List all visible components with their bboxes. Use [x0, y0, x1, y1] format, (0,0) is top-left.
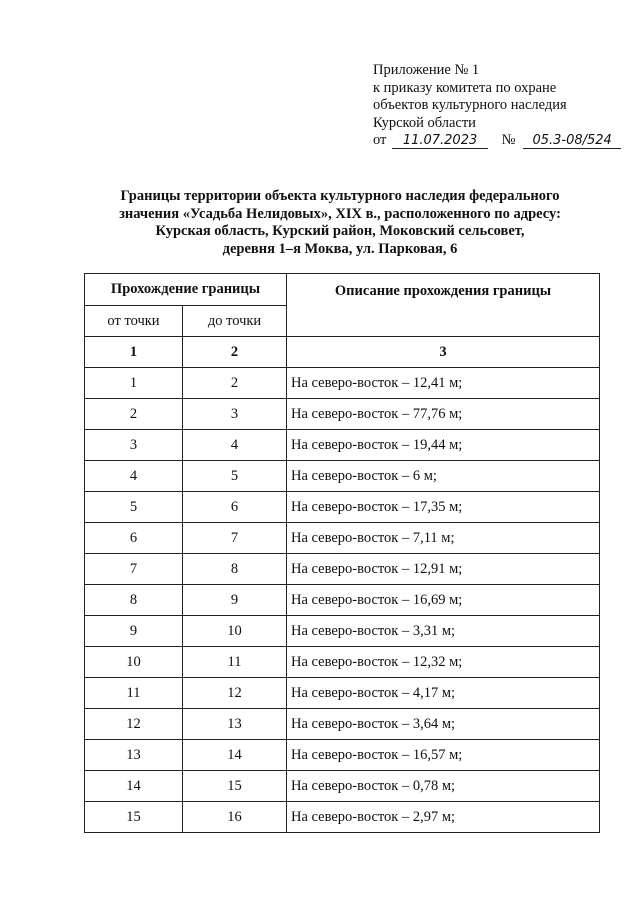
description-cell: На северо-восток – 2,97 м;	[287, 802, 600, 833]
table-row	[85, 554, 600, 585]
to-point-cell: 8	[183, 554, 287, 585]
to-point-cell: 2	[183, 368, 287, 399]
table-row	[85, 709, 600, 740]
boundary-table	[84, 273, 600, 833]
from-point-cell: 6	[85, 523, 183, 554]
appendix-order-line: к приказу комитета по охране	[373, 79, 557, 96]
table-row	[85, 430, 600, 461]
to-point-cell: 10	[183, 616, 287, 647]
to-point-cell: 5	[183, 461, 287, 492]
description-cell: На северо-восток – 7,11 м;	[287, 523, 600, 554]
description-cell: На северо-восток – 4,17 м;	[287, 678, 600, 709]
order-date-number-line	[373, 132, 621, 150]
appendix-header	[373, 62, 621, 150]
table-row	[85, 585, 600, 616]
description-cell: На северо-восток – 0,78 м;	[287, 771, 600, 802]
to-point-cell: 14	[183, 740, 287, 771]
from-point-cell: 1	[85, 368, 183, 399]
appendix-region-line: Курской области	[373, 114, 476, 131]
table-row	[85, 368, 600, 399]
order-date: 11.07.2023	[392, 134, 488, 149]
description-cell: На северо-восток – 12,32 м;	[287, 647, 600, 678]
table-row	[85, 740, 600, 771]
description-cell: На северо-восток – 3,31 м;	[287, 616, 600, 647]
to-point-cell: 4	[183, 430, 287, 461]
to-point-cell: 6	[183, 492, 287, 523]
from-point-cell: 2	[85, 399, 183, 430]
appendix-title: Приложение № 1	[373, 62, 480, 78]
to-point-cell: 16	[183, 802, 287, 833]
from-point-cell: 12	[85, 709, 183, 740]
table-row	[85, 616, 600, 647]
from-point-cell: 5	[85, 492, 183, 523]
to-point-cell: 7	[183, 523, 287, 554]
to-point-cell: 15	[183, 771, 287, 802]
order-number: 05.3-08/524	[523, 134, 621, 149]
from-point-cell: 3	[85, 430, 183, 461]
table-row	[85, 647, 600, 678]
from-point-cell: 14	[85, 771, 183, 802]
table-row	[85, 492, 600, 523]
table-row	[85, 802, 600, 833]
document-title	[60, 188, 620, 258]
header-from-point: от точки	[85, 306, 183, 337]
description-cell: На северо-восток – 16,57 м;	[287, 740, 600, 771]
table-row	[85, 399, 600, 430]
title-line-3: Курская область, Курский район, Моковский сельсовет,	[155, 223, 525, 239]
description-cell: На северо-восток – 12,41 м;	[287, 368, 600, 399]
table-row	[85, 771, 600, 802]
description-cell: На северо-восток – 16,69 м;	[287, 585, 600, 616]
title-line-2: значения «Усадьба Нелидовых», XIX в., расположенного по адресу:	[119, 205, 561, 222]
to-point-cell: 12	[183, 678, 287, 709]
column-number-2: 2	[183, 337, 287, 368]
number-prefix: №	[501, 132, 516, 148]
appendix-committee-line: объектов культурного наследия	[373, 97, 567, 113]
description-cell: На северо-восток – 3,64 м;	[287, 709, 600, 740]
description-cell: На северо-восток – 17,35 м;	[287, 492, 600, 523]
from-point-cell: 15	[85, 802, 183, 833]
description-cell: На северо-восток – 77,76 м;	[287, 399, 600, 430]
title-line-4: деревня 1–я Моква, ул. Парковая, 6	[222, 240, 458, 257]
from-point-cell: 9	[85, 616, 183, 647]
column-number-1: 1	[85, 337, 183, 368]
date-prefix: от	[373, 132, 387, 148]
title-line-1: Границы территории объекта культурного наследия федерального	[120, 188, 560, 204]
to-point-cell: 11	[183, 647, 287, 678]
header-to-point: до точки	[183, 306, 287, 337]
to-point-cell: 9	[183, 585, 287, 616]
to-point-cell: 13	[183, 709, 287, 740]
column-number-3: 3	[287, 337, 600, 368]
description-cell: На северо-восток – 19,44 м;	[287, 430, 600, 461]
table-row	[85, 523, 600, 554]
table-row	[85, 678, 600, 709]
header-boundary-description: Описание прохождения границы	[287, 274, 600, 337]
from-point-cell: 4	[85, 461, 183, 492]
from-point-cell: 7	[85, 554, 183, 585]
from-point-cell: 13	[85, 740, 183, 771]
from-point-cell: 10	[85, 647, 183, 678]
from-point-cell: 11	[85, 678, 183, 709]
description-cell: На северо-восток – 12,91 м;	[287, 554, 600, 585]
header-boundary-passage: Прохождение границы	[85, 274, 287, 306]
table-row	[85, 461, 600, 492]
to-point-cell: 3	[183, 399, 287, 430]
from-point-cell: 8	[85, 585, 183, 616]
description-cell: На северо-восток – 6 м;	[287, 461, 600, 492]
